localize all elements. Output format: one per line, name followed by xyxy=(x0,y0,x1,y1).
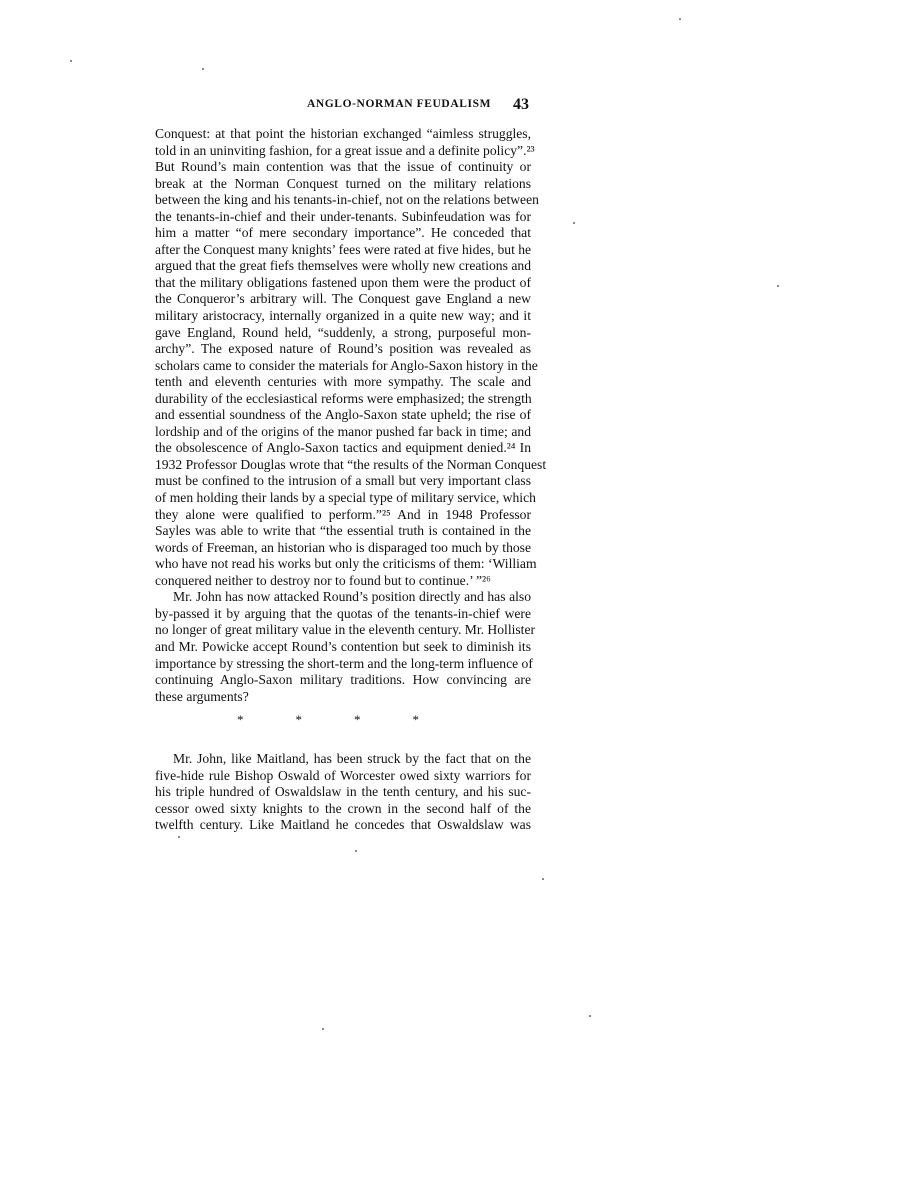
text-line: continuing Anglo-Saxon military traditions. How convincing are xyxy=(155,672,531,688)
paragraph-gap xyxy=(155,731,531,751)
text-line: Mr. John, like Maitland, has been struck by the fact that on the xyxy=(173,751,531,767)
text-line: importance by stressing the short-term and the long-term influence of xyxy=(155,655,533,671)
text-line: five-hide rule Bishop Oswald of Worcester owed sixty warriors for xyxy=(155,767,531,783)
scan-speck xyxy=(573,222,575,224)
text-line: words of Freeman, an historian who is disparaged too much by those xyxy=(155,539,531,555)
separator-star: * xyxy=(295,712,302,728)
text-line: that the military obligations fastened upon them were the product of xyxy=(155,274,531,290)
text-line: conquered neither to destroy nor to found but to continue.’ ”²⁶ xyxy=(155,572,491,588)
scan-speck xyxy=(679,18,681,20)
text-line: the Conqueror’s arbitrary will. The Conquest gave England a new xyxy=(155,291,531,307)
running-head: ANGLO-NORMAN FEUDALISM xyxy=(306,98,492,110)
scan-speck xyxy=(70,60,72,62)
page-number: 43 xyxy=(513,96,529,113)
text-line: of men holding their lands by a special type of military service, which xyxy=(155,490,536,506)
text-line: archy”. The exposed nature of Round’s position was revealed as xyxy=(155,341,531,357)
text-line: his triple hundred of Oswaldslaw in the tenth century, and his suc- xyxy=(155,784,531,800)
scan-speck xyxy=(777,285,779,287)
text-line: military aristocracy, internally organized in a quite new way; and it xyxy=(155,308,531,324)
text-line: and essential soundness of the Anglo-Saxon state upheld; the rise of xyxy=(155,407,531,423)
text-line: no longer of great military value in the eleventh century. Mr. Hollister xyxy=(155,622,536,638)
paragraph-1 xyxy=(155,126,547,589)
text-line: Mr. John has now attacked Round’s position directly and has also xyxy=(173,589,531,605)
text-line: twelfth century. Like Maitland he concedes that Oswaldslaw was xyxy=(155,817,531,833)
text-line: durability of the ecclesiastical reforms were emphasized; the strength xyxy=(155,390,532,406)
text-line: told in an uninviting fashion, for a great issue and a definite policy”.²³ xyxy=(155,142,535,158)
text-line: between the king and his tenants-in-chief, not on the relations between xyxy=(155,192,539,208)
text-line: these arguments? xyxy=(155,688,249,704)
text-line: argued that the great fiefs themselves were wholly new creations and xyxy=(155,258,531,274)
text-line: tenth and eleventh centuries with more sympathy. The scale and xyxy=(155,374,531,390)
text-line: Conquest: at that point the historian exchanged “aimless struggles, xyxy=(155,126,531,141)
text-line: scholars came to consider the materials for Anglo-Saxon history in the xyxy=(155,357,538,373)
scan-speck xyxy=(202,68,204,70)
paragraph-3 xyxy=(155,751,531,834)
scan-speck xyxy=(178,836,180,838)
separator-star: * xyxy=(412,712,419,728)
scan-speck xyxy=(355,850,357,852)
paragraph-2 xyxy=(155,589,536,705)
text-line: after the Conquest many knights’ fees were rated at five hides, but he xyxy=(155,241,532,257)
separator-star: * xyxy=(237,712,244,728)
text-line: the obsolescence of Anglo-Saxon tactics and equipment denied.²⁴ In xyxy=(155,440,531,456)
section-separator xyxy=(203,709,453,731)
scan-speck xyxy=(322,1028,324,1030)
text-line: and Mr. Powicke accept Round’s contention but seek to diminish its xyxy=(155,638,531,654)
body-text xyxy=(155,126,547,834)
text-line: must be confined to the intrusion of a small but very important class xyxy=(155,473,531,489)
text-line: the tenants-in-chief and their under-tenants. Subinfeudation was for xyxy=(155,208,531,224)
text-line: cessor owed sixty knights to the crown in the second half of the xyxy=(155,800,531,816)
scan-speck xyxy=(542,878,544,880)
separator-star: * xyxy=(354,712,361,728)
text-line: 1932 Professor Douglas wrote that “the results of the Norman Conquest xyxy=(155,456,547,472)
text-line: him a matter “of mere secondary importance”. He conceded that xyxy=(155,225,531,241)
text-line: gave England, Round held, “suddenly, a strong, purposeful mon- xyxy=(155,324,531,340)
text-line: lordship and of the origins of the manor pushed far back in time; and xyxy=(155,423,531,439)
text-line: by-passed it by arguing that the quotas of the tenants-in-chief were xyxy=(155,605,531,621)
text-line: who have not read his works but only the criticisms of them: ‘William xyxy=(155,556,537,572)
text-line: break at the Norman Conquest turned on the military relations xyxy=(155,175,531,191)
text-line: they alone were qualified to perform.”²⁵ And in 1948 Professor xyxy=(155,506,531,522)
scan-speck xyxy=(589,1015,591,1017)
text-line: Sayles was able to write that “the essential truth is contained in the xyxy=(155,523,531,539)
text-line: But Round’s main contention was that the issue of continuity or xyxy=(155,159,531,175)
